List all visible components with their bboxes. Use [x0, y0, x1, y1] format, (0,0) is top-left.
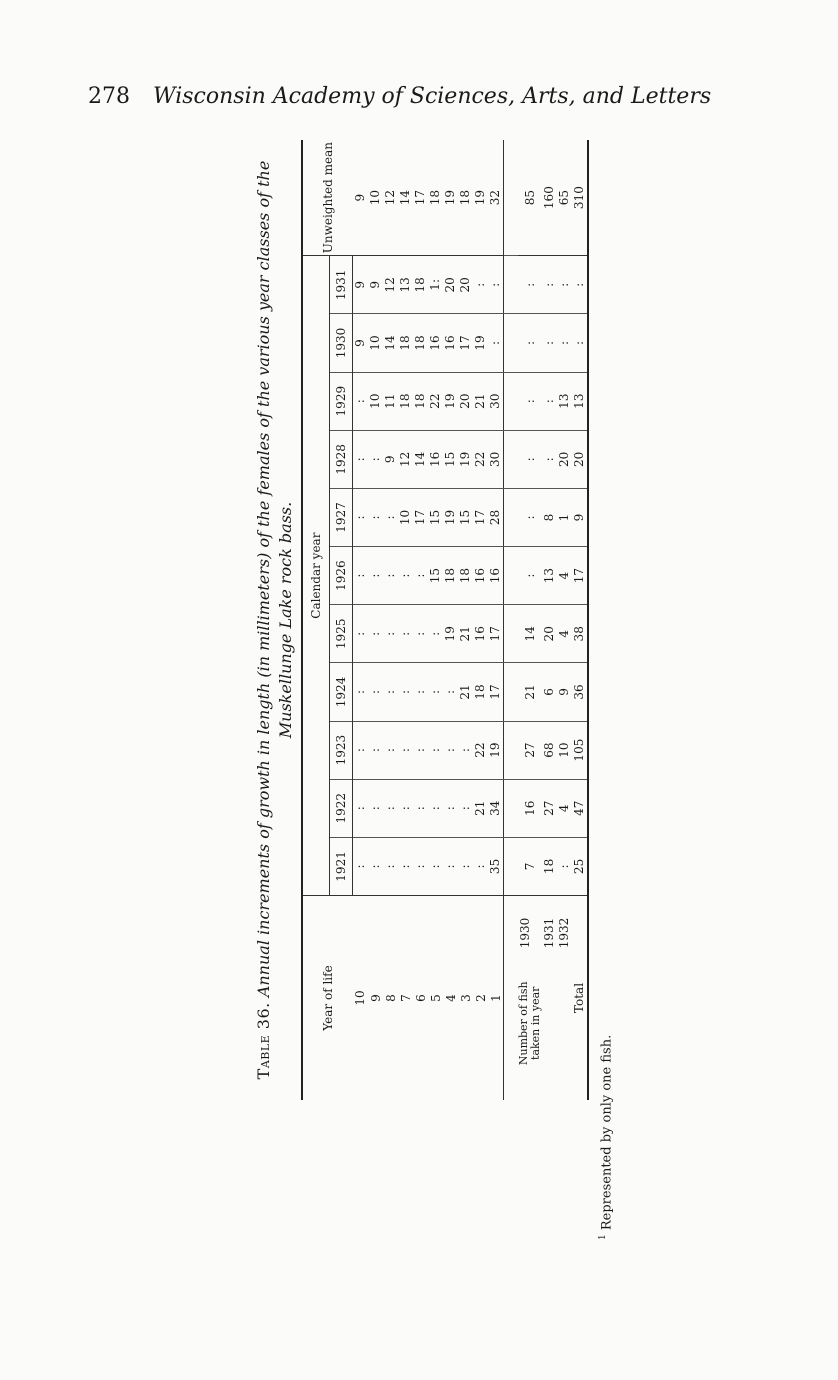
table-cell: :	[488, 256, 504, 314]
year-header-1930: 1930	[330, 314, 353, 372]
mean-cell: 12	[383, 140, 398, 256]
table-row	[443, 140, 458, 1100]
table-cell: 10	[557, 721, 572, 779]
table-cell: :	[368, 605, 383, 663]
table-cell: 9	[383, 430, 398, 488]
footnote-marker: 1	[598, 1234, 608, 1240]
table-cell: :	[383, 779, 398, 837]
table-cell: :	[473, 864, 487, 869]
table-cell: 105	[572, 721, 588, 779]
table-cell: 20	[443, 256, 458, 314]
table-cell: 68	[542, 721, 557, 779]
table-row	[473, 140, 488, 1100]
table-cell: :	[353, 430, 369, 488]
table-cell: 7	[522, 862, 537, 871]
table-row	[398, 140, 413, 1100]
table-cell: 21	[473, 372, 488, 430]
table-cell: :	[443, 663, 458, 721]
table-cell: :	[488, 314, 504, 372]
table-cell: 17	[413, 488, 428, 546]
table-cell: 27	[542, 779, 557, 837]
caption-text: Annual increments of growth in length (in millimeters) of the females of the various year classes of the Muskellunge Lake rock bass.	[254, 160, 295, 998]
table-cell: :	[368, 547, 383, 605]
table-cell: :	[542, 430, 557, 488]
table-cell: 9	[353, 256, 369, 314]
table-cell: 14	[518, 605, 542, 663]
table-cell: 13	[542, 547, 557, 605]
table-cell: 8	[542, 488, 557, 546]
table-cell: 9	[368, 256, 383, 314]
table-cell: :	[398, 864, 412, 869]
table-cell: :	[518, 256, 542, 314]
table-body	[353, 140, 589, 1100]
count-row	[518, 140, 542, 1100]
row-header: Year of life	[302, 896, 353, 1101]
table-cell: 10	[368, 372, 383, 430]
section-divider	[504, 140, 519, 1100]
mean-cell: 9	[353, 140, 369, 256]
table-cell: 21	[473, 779, 488, 837]
table-cell: 18	[413, 314, 428, 372]
year-of-life-label: 10	[353, 896, 369, 1101]
table-cell: :	[353, 779, 369, 837]
year-of-life-label: 4	[443, 896, 458, 1101]
table-cell: 10	[368, 314, 383, 372]
table-cell: 1:	[428, 256, 443, 314]
year-of-life-label: 7	[398, 896, 413, 1101]
table-cell: :	[368, 488, 383, 546]
mean-cell: 18	[458, 140, 473, 256]
total-label: Total	[572, 896, 588, 1101]
table-cell: 17	[458, 314, 473, 372]
count-row-label	[542, 896, 557, 1101]
table-cell: :	[368, 663, 383, 721]
table-cell: :	[518, 547, 542, 605]
table-cell: 13	[557, 372, 572, 430]
table-cell: 15	[458, 488, 473, 546]
table-cell: :	[542, 256, 557, 314]
table-cell: :	[383, 488, 398, 546]
table-cell: :	[383, 864, 397, 869]
table-cell: :	[353, 605, 369, 663]
count-year: 1931	[542, 917, 556, 949]
table-cell: :	[398, 779, 413, 837]
caption-lead: Table 36.	[254, 1002, 273, 1080]
table-cell: 12	[383, 256, 398, 314]
mean-cell: 65	[557, 140, 572, 256]
table-cell: :	[353, 372, 369, 430]
table-cell: 18	[458, 547, 473, 605]
table-cell: 13	[572, 372, 588, 430]
year-header-1921: 1921	[330, 837, 353, 895]
mean-cell: 32	[488, 140, 504, 256]
year-header-1925: 1925	[330, 605, 353, 663]
table-cell: :	[413, 663, 428, 721]
table-cell: :	[383, 721, 398, 779]
table-cell: 25	[572, 837, 588, 895]
table-cell: 4	[557, 605, 572, 663]
table-cell: 16	[488, 547, 504, 605]
year-of-life-label: 2	[473, 896, 488, 1101]
table-cell: 9	[572, 488, 588, 546]
year-header-1929: 1929	[330, 372, 353, 430]
table-cell: 18	[443, 547, 458, 605]
mean-cell: 10	[368, 140, 383, 256]
table-cell: 18	[473, 663, 488, 721]
table-cell: :	[383, 663, 398, 721]
table-cell: :	[428, 779, 443, 837]
table-cell: :	[542, 372, 557, 430]
table-cell: :	[557, 256, 572, 314]
table-cell: :	[473, 256, 488, 314]
table-cell: 1	[557, 488, 572, 546]
table-cell: :	[428, 605, 443, 663]
table-cell: 21	[458, 663, 473, 721]
mean-cell: 19	[473, 140, 488, 256]
count-year: 1932	[557, 917, 571, 949]
year-of-life-label: 8	[383, 896, 398, 1101]
table-cell: 21	[458, 605, 473, 663]
year-header-1926: 1926	[330, 547, 353, 605]
table-cell: 20	[572, 430, 588, 488]
number-label: Number of fish taken in year	[517, 981, 542, 1066]
table-cell: 30	[488, 372, 504, 430]
table-cell: 19	[458, 430, 473, 488]
table-cell: 28	[488, 488, 504, 546]
table-cell: :	[413, 779, 428, 837]
table-cell: :	[398, 605, 413, 663]
table-cell: 14	[413, 430, 428, 488]
table-cell: :	[398, 547, 413, 605]
table-cell: :	[572, 256, 588, 314]
table-cell: 17	[572, 547, 588, 605]
mean-cell: 14	[398, 140, 413, 256]
total-row	[572, 140, 588, 1100]
table-cell: :	[353, 488, 369, 546]
count-row-label	[557, 896, 572, 1101]
table-cell: :	[413, 605, 428, 663]
table-cell: 19	[488, 721, 504, 779]
mean-cell: 19	[443, 140, 458, 256]
table-cell: 17	[473, 488, 488, 546]
table-cell: :	[383, 605, 398, 663]
table-cell: 14	[383, 314, 398, 372]
table-cell: 18	[413, 372, 428, 430]
rotated-table-block	[253, 140, 586, 1100]
table-cell: :	[398, 721, 413, 779]
table-cell: 16	[428, 430, 443, 488]
table-cell: :	[383, 547, 398, 605]
table-cell: :	[458, 864, 472, 869]
mean-cell: 18	[428, 140, 443, 256]
table-cell: 18	[398, 372, 413, 430]
page-header	[88, 84, 728, 110]
table-cell: :	[518, 488, 542, 546]
table-row	[458, 140, 473, 1100]
table-cell: 30	[488, 430, 504, 488]
table-cell: :	[398, 663, 413, 721]
running-title: Wisconsin Academy of Sciences, Arts, and Letters	[153, 84, 712, 109]
table-cell: 15	[428, 547, 443, 605]
table-cell: :	[368, 864, 382, 869]
table-cell: 36	[572, 663, 588, 721]
table-cell: :	[458, 721, 473, 779]
table-row	[413, 140, 428, 1100]
table-cell: 6	[542, 663, 557, 721]
table-cell: 18	[542, 858, 556, 875]
mean-cell: 160	[542, 140, 557, 256]
year-of-life-label: 3	[458, 896, 473, 1101]
year-of-life-label: 1	[488, 896, 504, 1101]
table-cell: 27	[518, 721, 542, 779]
table-caption	[253, 140, 297, 1100]
year-header-1931: 1931	[330, 256, 353, 314]
table-cell: 20	[557, 430, 572, 488]
table-cell: 38	[572, 605, 588, 663]
year-of-life-label: 5	[428, 896, 443, 1101]
year-header-1928: 1928	[330, 430, 353, 488]
table-cell: :	[443, 721, 458, 779]
table-cell: :	[353, 547, 369, 605]
table-cell: 12	[398, 430, 413, 488]
table-row	[383, 140, 398, 1100]
table-cell: 13	[398, 256, 413, 314]
table-cell: 4	[557, 779, 572, 837]
table-cell: 10	[398, 488, 413, 546]
table-cell: 22	[473, 721, 488, 779]
table-cell: 20	[542, 605, 557, 663]
year-header-1924: 1924	[330, 663, 353, 721]
mean-cell: 310	[572, 140, 588, 256]
footnote	[598, 940, 614, 1240]
table-cell: :	[368, 721, 383, 779]
count-year: 1930	[518, 917, 532, 949]
table-cell: 17	[488, 605, 504, 663]
table-cell: :	[557, 864, 571, 869]
table-cell: :	[518, 372, 542, 430]
table-cell: 11	[383, 372, 398, 430]
year-header-1922: 1922	[330, 779, 353, 837]
table-cell: 34	[488, 779, 504, 837]
table-cell: 20	[458, 372, 473, 430]
mean-header: Unweighted mean	[302, 140, 353, 256]
table-row	[428, 140, 443, 1100]
page-number: 278	[88, 84, 130, 109]
table-cell: 22	[473, 430, 488, 488]
table-cell: :	[458, 779, 473, 837]
table-cell: :	[557, 314, 572, 372]
table-cell: :	[518, 314, 542, 372]
mean-cell: 17	[413, 140, 428, 256]
table-cell: :	[353, 663, 369, 721]
growth-table	[301, 140, 589, 1100]
table-cell: 16	[428, 314, 443, 372]
table-cell: 15	[428, 488, 443, 546]
table-cell: 9	[557, 663, 572, 721]
table-cell: :	[413, 721, 428, 779]
table-cell: 16	[473, 547, 488, 605]
table-cell: 35	[488, 858, 502, 875]
table-cell: :	[428, 663, 443, 721]
calendar-year-header: Calendar year	[302, 256, 330, 896]
table-cell: 16	[473, 605, 488, 663]
table-cell: 19	[473, 314, 488, 372]
table-cell: 9	[353, 314, 369, 372]
table-cell: 20	[458, 256, 473, 314]
count-row-label	[518, 896, 542, 1101]
table-cell: :	[413, 864, 427, 869]
table-cell: 22	[428, 372, 443, 430]
table-cell: 16	[443, 314, 458, 372]
year-header-1927: 1927	[330, 488, 353, 546]
table-cell: 19	[443, 488, 458, 546]
table-cell: 19	[443, 372, 458, 430]
footnote-text: Represented by only one fish.	[599, 1034, 615, 1231]
table-row	[353, 140, 369, 1100]
table-cell: :	[443, 864, 457, 869]
table-cell: 18	[398, 314, 413, 372]
table-cell: :	[413, 547, 428, 605]
table-cell: 19	[443, 605, 458, 663]
table-row	[488, 140, 504, 1100]
year-of-life-label: 6	[413, 896, 428, 1101]
table-cell: :	[368, 430, 383, 488]
year-header-1923: 1923	[330, 721, 353, 779]
count-row	[542, 140, 557, 1100]
table-cell: :	[443, 779, 458, 837]
table-cell: 21	[518, 663, 542, 721]
table-cell: :	[542, 314, 557, 372]
table-cell: :	[368, 779, 383, 837]
table-cell: :	[428, 864, 442, 869]
table-cell: 47	[572, 779, 588, 837]
table-cell: 15	[443, 430, 458, 488]
table-cell: :	[572, 314, 588, 372]
mean-cell: 85	[518, 140, 542, 256]
table-cell: :	[353, 721, 369, 779]
table-cell: 4	[557, 547, 572, 605]
table-cell: 18	[413, 256, 428, 314]
table-cell: :	[353, 864, 367, 869]
table-cell: 17	[488, 663, 504, 721]
table-row	[368, 140, 383, 1100]
count-row	[557, 140, 572, 1100]
year-of-life-label: 9	[368, 896, 383, 1101]
table-cell: 16	[518, 779, 542, 837]
table-cell: :	[428, 721, 443, 779]
table-cell: :	[518, 430, 542, 488]
